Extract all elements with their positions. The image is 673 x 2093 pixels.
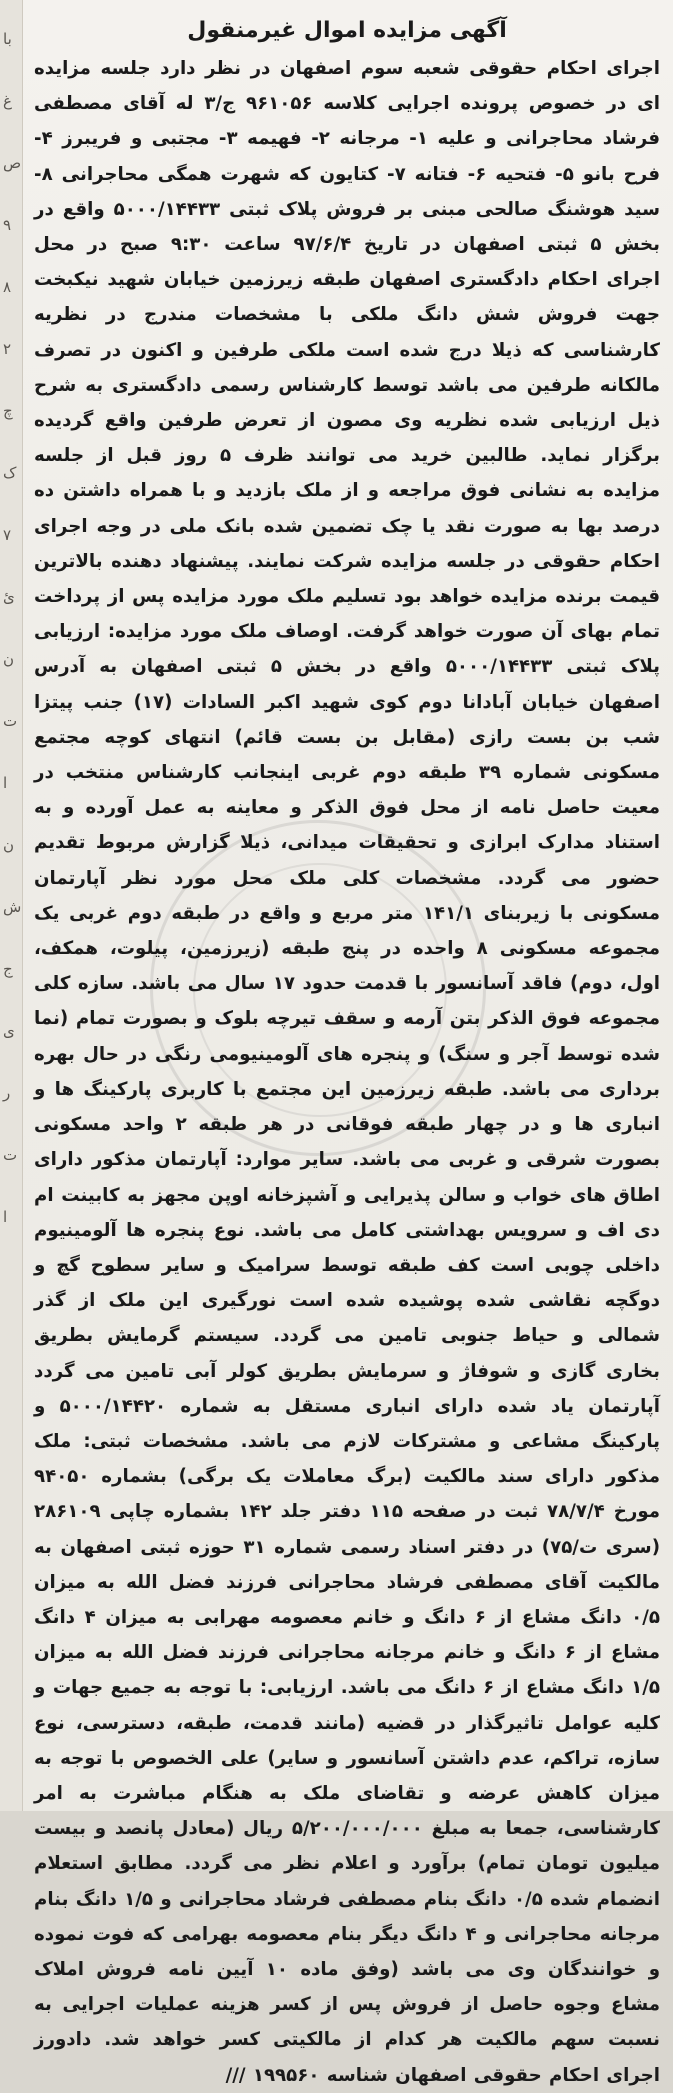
adjacent-column-fragment: ن (3, 650, 15, 668)
adjacent-column-fragment: ۹ (3, 216, 12, 234)
adjacent-column-fragment: چ (3, 402, 13, 420)
adjacent-column-fragment: ت (3, 1146, 18, 1164)
auction-notice (34, 14, 660, 2093)
adjacent-column-fragment: ش (3, 898, 22, 916)
adjacent-column-fragment: ۸ (3, 278, 12, 296)
adjacent-column-fragment: ئ (3, 588, 15, 606)
adjacent-column-fragment: ا (3, 1208, 8, 1226)
adjacent-column-fragment: ۷ (3, 526, 12, 544)
notice-title: آگهی مزایده اموال غیرمنقول (187, 18, 507, 43)
adjacent-column-fragment: ر (3, 1084, 11, 1102)
adjacent-column-fragment: ص (3, 154, 22, 172)
notice-body: اجرای احکام حقوقی شعبه سوم اصفهان در نظر دارد جلسه مزایده ای در خصوص پرونده اجرایی کلاسه ۹۶۱۰۵۶ ج/۳ له آقای مصطفی فرشاد محاجرانی و علیه ۱- مرجانه ۲- فهیمه ۳- مجتبی و فریبرز ۴- فرح بانو ۵- فتحیه ۶- فتانه ۷- کتایون که شهرت همگی محاجرانی ۸- سید هوشنگ صالحی مبنی بر فروش پلاک ثبتی ۵۰۰۰/۱۴۴۳۳ واقع در بخش ۵ ثبتی اصفهان در تاریخ ۹۷/۶/۴ ساعت ۹:۳۰ صبح در محل اجرای احکام دادگستری اصفهان طبقه زیرزمین خیابان شهید نیکبخت جهت فروش شش دانگ ملکی با مشخصات مندرج در نظریه کارشناسی که ذیلا درج شده است ملکی طرفین و اکنون در تصرف مالکانه طرفین می باشد توسط کارشناس رسمی دادگستری به شرح ذیل ارزیابی شده نظریه وی مصون از تعرض طرفین واقع گردیده برگزار نماید. طالبین خرید می توانند ظرف ۵ روز قبل از جلسه مزایده به نشانی فوق مراجعه و از ملک بازدید و با همراه داشتن ده درصد بها به صورت نقد یا چک تضمین شده بانک ملی در وجه اجرای احکام حقوقی در جلسه مزایده شرکت نمایند. پیشنهاد دهنده بالاترین قیمت برنده مزایده خواهد بود تسلیم ملک مورد مزایده پس از پرداخت تمام بهای آن صورت خواهد گرفت. اوصاف ملک مورد مزایده: ارزیابی پلاک ثبتی ۵۰۰۰/۱۴۴۳۳ واقع در بخش ۵ ثبتی اصفهان به آدرس اصفهان خیابان آبادانا دوم کوی شهید اکبر السادات (۱۷) جنب پیتزا شب بن بست رازی (مقابل بن بست قائم) انتهای کوچه مجتمع مسکونی شماره ۳۹ طبقه دوم غربی اینجانب کارشناس منتخب در معیت حاصل نامه از محل فوق الذکر و معاینه به عمل آورده و به استناد مدارک ابرازی و تحقیقات میدانی، ذیلا گزارش مربوط تقدیم حضور می گردد. مشخصات کلی ملک محل مورد نظر آپارتمان مسکونی با زیربنای ۱۴۱/۱ متر مربع و واقع در طبقه دوم غربی یک مجموعه مسکونی ۸ واحده در پنج طبقه (زیرزمین، پیلوت، همکف، اول، دوم) فاقد آسانسور با قدمت حدود ۱۷ سال می باشد. سازه کلی مجموعه فوق الذکر بتن آرمه و سقف تیرچه بلوک و بصورت تمام (نما شده توسط آجر و سنگ) و پنجره های آلومینیومی رنگی در حال بهره برداری می باشد. طبقه زیرزمین این مجتمع با کاربری پارکینگ ها و انباری ها و در چهار طبقه فوقانی در هر طبقه ۲ واحد مسکونی بصورت شرقی و غربی می باشد. سایر موارد: آپارتمان مذکور دارای اطاق های خواب و سالن پذیرایی و آشپزخانه اوپن مجهز به کابینت ام دی اف و سرویس بهداشتی کامل می باشد. نوع پنجره ها آلومینیوم داخلی چوبی است کف طبقه توسط سرامیک و سایر سطوح گچ و دوگچه نقاشی شده پوشیده شده است نورگیری این ملک از گذر شمالی و حیاط جنوبی تامین می گردد. سیستم گرمایش بطریق بخاری گازی و شوفاژ و سرمایش بطریق کولر آبی تامین می گردد آپارتمان یاد شده دارای انباری مستقل به شماره ۵۰۰۰/۱۴۴۲۰ و پارکینگ مشاعی و مشترکات لازم می باشد. مشخصات ثبتی: ملک مذکور دارای سند مالکیت (برگ معاملات یک برگی) بشماره ۹۴۰۵۰ مورخ ۷۸/۷/۴ ثبت در صفحه ۱۱۵ دفتر جلد ۱۴۲ بشماره چاپی ۲۸۶۱۰۹ (سری ت/۷۵) در دفتر اسناد رسمی شماره ۳۱ حوزه ثبتی اصفهان به مالکیت آقای مصطفی فرشاد محاجرانی فرزند فضل الله به میزان ۰/۵ دانگ مشاع از ۶ دانگ و خانم معصومه مهرابی به میزان ۴ دانگ مشاع از ۶ دانگ و خانم مرجانه محاجرانی فرزند فضل الله به میزان ۱/۵ دانگ مشاع از ۶ دانگ می باشد. ارزیابی: با توجه به جمیع جهات و کلیه عوامل تاثیرگذار در قضیه (مانند قدمت، طبقه، دسترسی، نوع سازه، تراکم، عدم داشتن آسانسور و سایر) علی الخصوص با توجه به میزان کاهش عرضه و تقاضای ملک به هنگام مباشرت به امر کارشناسی، جمعا به مبلغ ۵/۲۰۰/۰۰۰/۰۰۰ ریال (معادل پانصد و بیست میلیون تومان تمام) برآورد و اعلام نظر می گردد. مطابق استعلام انضمام شده ۰/۵ دانگ بنام مصطفی فرشاد محاجرانی و ۱/۵ دانگ بنام مرجانه محاجرانی و ۴ دانگ دیگر بنام معصومه بهرامی که فوت نموده و خوانندگان وی می باشد (وفق ماده ۱۰ آیین نامه فروش املاک مشاع وجوه حاصل از فروش پس از کسر هزینه عملیات اجرایی به نسبت سهم مالکیت هر کدام از مالکیتی کسر خواهد شد. دادورز اجرای احکام حقوقی اصفهان شناسه ۱۹۹۵۶۰ /// (34, 58, 661, 2086)
adjacent-column-fragment: ک (3, 464, 17, 482)
adjacent-column-fragment: با (3, 30, 12, 48)
adjacent-column-fragment: ۲ (3, 340, 12, 358)
adjacent-column-fragment: ت (3, 712, 18, 730)
adjacent-column-fragment: غ (3, 92, 12, 110)
adjacent-column-fragment: ن (3, 836, 15, 854)
adjacent-column-fragment: ج (3, 960, 13, 978)
adjacent-column-fragment: ا (3, 774, 8, 792)
adjacent-column-fragment: ی (3, 1022, 15, 1040)
adjacent-column-strip (0, 0, 23, 1811)
